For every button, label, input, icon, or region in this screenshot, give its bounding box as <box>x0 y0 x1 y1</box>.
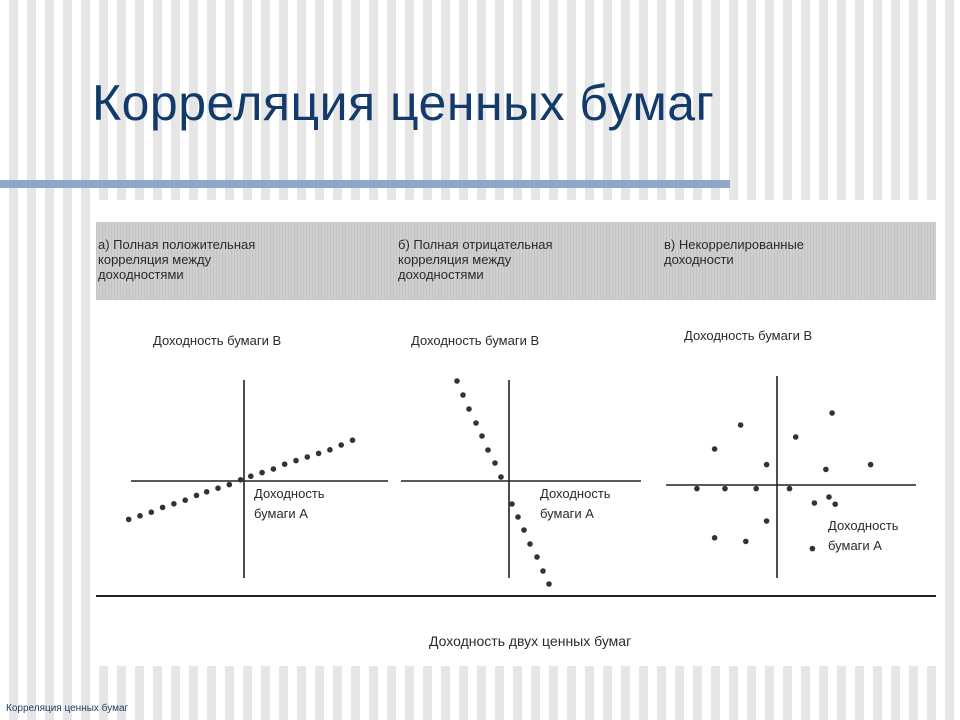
x-axis-label-line1-3: Доходность <box>828 518 899 533</box>
data-point-1-6 <box>182 497 188 503</box>
data-point-3-8 <box>826 494 832 500</box>
data-point-1-11 <box>238 477 244 483</box>
data-point-1-15 <box>282 461 288 467</box>
data-point-3-12 <box>787 486 793 492</box>
data-point-1-3 <box>149 509 155 515</box>
data-point-1-13 <box>259 470 265 476</box>
data-point-1-2 <box>137 513 143 519</box>
caption-positive-correlation: а) Полная положительная корреляция между доходностями <box>98 237 256 282</box>
x-axis-label-line1-2: Доходность <box>540 486 611 501</box>
data-point-1-16 <box>293 458 299 464</box>
y-axis-label-2: Доходность бумаги B <box>411 333 540 348</box>
data-point-2-2 <box>460 392 466 398</box>
data-point-1-4 <box>160 505 166 511</box>
scatter-charts <box>96 200 936 666</box>
figure-bottom-caption: Доходность двух ценных бумаг <box>429 633 632 649</box>
data-point-3-17 <box>743 539 749 545</box>
data-point-2-3 <box>466 406 472 412</box>
data-point-2-1 <box>454 378 460 384</box>
data-point-3-14 <box>832 501 838 507</box>
data-point-2-12 <box>527 541 533 547</box>
footer-label: Корреляция ценных бумаг <box>6 703 129 714</box>
data-point-3-3 <box>764 462 770 468</box>
data-point-1-5 <box>171 501 177 507</box>
data-point-2-10 <box>515 514 521 520</box>
data-point-3-15 <box>764 518 770 524</box>
data-point-2-8 <box>498 474 504 480</box>
data-point-2-14 <box>540 568 546 574</box>
x-axis-label-line2-3: бумаги A <box>828 538 882 553</box>
x-axis-label-line1-1: Доходность <box>254 486 325 501</box>
x-axis-label-line2-2: бумаги A <box>540 506 594 521</box>
caption-uncorrelated: в) Некоррелированные доходности <box>664 237 805 267</box>
data-point-1-18 <box>316 451 322 457</box>
data-point-1-21 <box>350 437 356 443</box>
slide-title: Корреляция ценных бумаг <box>92 75 715 131</box>
data-point-1-8 <box>204 489 210 495</box>
caption-negative-correlation: б) Полная отрицательная корреляция между доходностями <box>398 237 553 282</box>
title-underline-bar <box>0 180 730 188</box>
data-point-1-1 <box>126 517 132 523</box>
data-point-1-19 <box>327 447 333 453</box>
data-point-2-5 <box>479 433 485 439</box>
data-point-3-7 <box>868 462 874 468</box>
data-point-3-6 <box>829 410 835 416</box>
data-point-3-5 <box>823 467 829 473</box>
data-point-2-13 <box>534 554 540 560</box>
data-point-1-10 <box>227 482 233 488</box>
data-point-2-6 <box>485 447 491 453</box>
data-point-3-2 <box>712 446 718 452</box>
data-point-3-11 <box>753 486 759 492</box>
data-point-2-9 <box>509 501 515 507</box>
y-axis-label-1: Доходность бумаги B <box>153 333 282 348</box>
data-point-1-17 <box>305 454 311 460</box>
data-point-3-10 <box>722 486 728 492</box>
x-axis-label-line2-1: бумаги A <box>254 506 308 521</box>
data-point-1-20 <box>338 442 344 448</box>
data-point-3-18 <box>810 546 816 552</box>
data-point-2-15 <box>546 581 552 587</box>
data-point-1-9 <box>215 485 221 491</box>
data-point-1-12 <box>248 473 254 479</box>
data-point-3-9 <box>694 486 700 492</box>
data-point-1-7 <box>194 493 200 499</box>
data-point-3-16 <box>712 535 718 541</box>
data-point-3-13 <box>812 500 818 506</box>
data-point-2-11 <box>521 527 527 533</box>
data-point-2-7 <box>492 460 498 466</box>
data-point-2-4 <box>473 420 479 426</box>
data-point-3-4 <box>793 434 799 440</box>
y-axis-label-3: Доходность бумаги B <box>684 328 813 343</box>
data-point-3-1 <box>738 422 744 428</box>
correlation-figure <box>96 200 936 666</box>
data-point-1-14 <box>271 466 277 472</box>
